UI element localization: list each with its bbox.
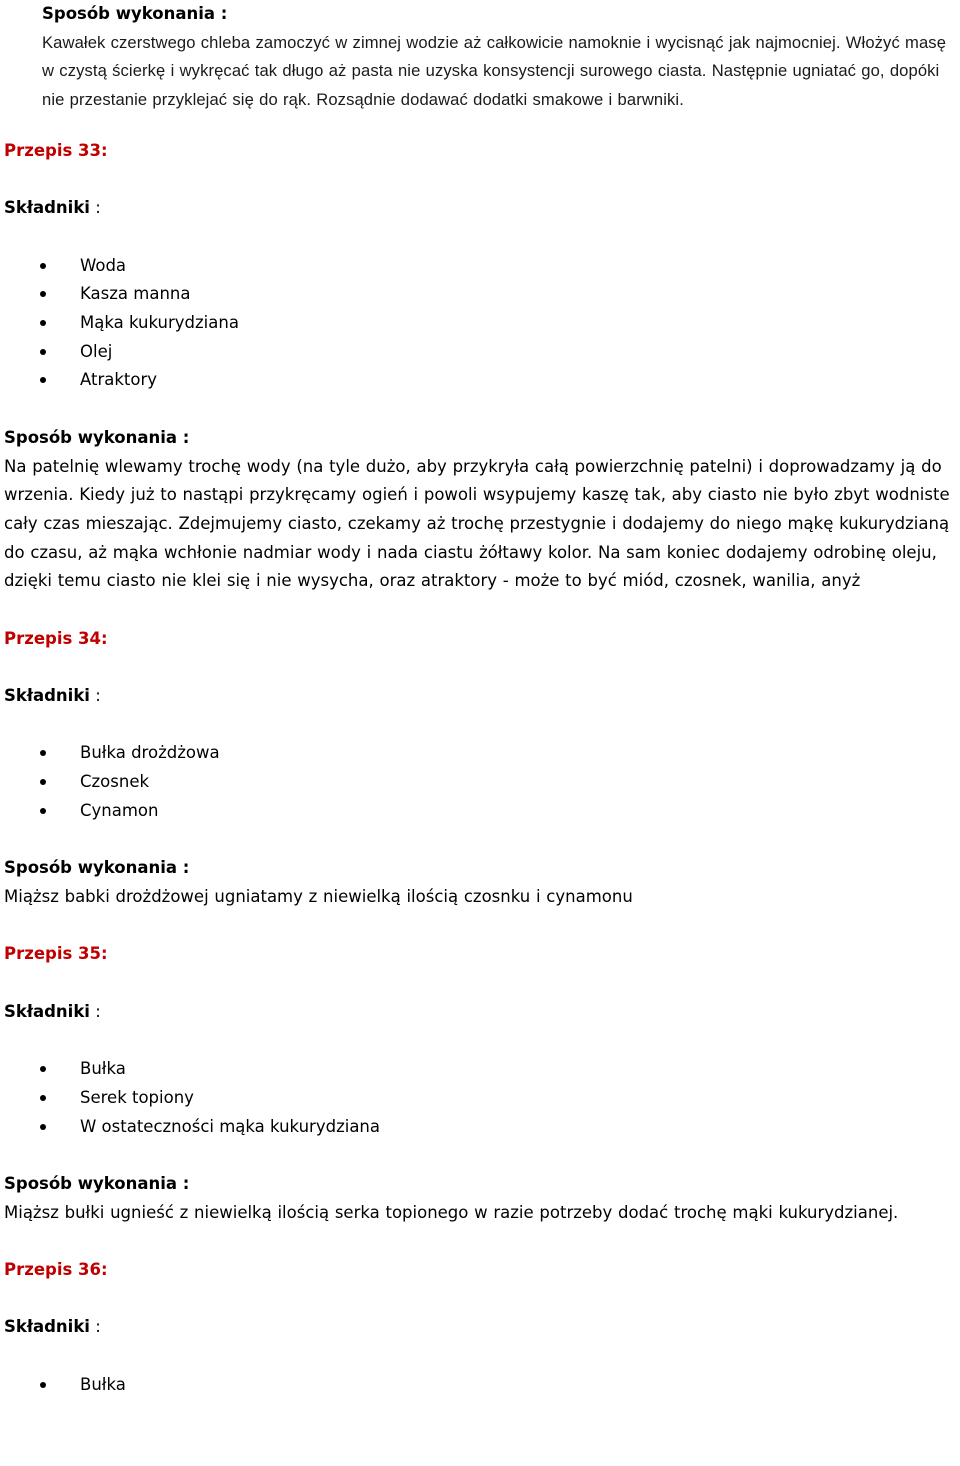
ingredient-text: Woda (80, 255, 127, 275)
method-label: Sposób wykonania : (4, 1173, 190, 1193)
ingredients-label-colon: : (89, 1317, 101, 1337)
ingredients-label-colon: : (89, 1001, 101, 1021)
list-item (0, 309, 960, 338)
ingredient-text: Czosnek (80, 772, 150, 792)
ingredient-text: W ostateczności mąka kukurydziana (80, 1116, 380, 1136)
list-item (0, 1113, 960, 1142)
recipe-title: Przepis 33: (4, 140, 108, 160)
recipe-34 (0, 625, 960, 912)
bullet-icon (40, 1095, 46, 1101)
ingredient-text: Bułka (80, 1059, 126, 1079)
ingredient-text: Bułka (80, 1374, 126, 1394)
bullet-icon (40, 779, 46, 785)
list-item (0, 739, 960, 768)
recipe-title: Przepis 36: (4, 1260, 108, 1280)
recipe-35 (0, 940, 960, 1227)
ingredients-list (0, 1371, 960, 1400)
ingredients-label (0, 682, 960, 711)
recipe-33 (0, 137, 960, 596)
recipe-36 (0, 1256, 960, 1399)
ingredients-label-text: Składniki (4, 1001, 90, 1021)
method-text: Na patelnię wlewamy trochę wody (na tyle dużo, aby przykryła całą powierzchnię patelni) i doprowadzamy ją do wrzenia. Kiedy już to nastąpi przykręcamy ogień i powoli wsypujemy kaszę tak, aby ciasto nie było zbyt wodniste cały czas mieszając. Zdejmujemy ciasto, czekamy aż trochę przestygnie i dodajemy do niego mąkę kukurydzianą do czasu, aż mąka wchłonie nadmiar wody i nada ciastu żółtawy kolor. Na sam koniec dodajemy odrobinę oleju, dzięki temu ciasto nie klei się i nie wysycha, oraz atraktory - może to być miód, czosnek, wanilia, anyż (4, 456, 950, 591)
bullet-icon (40, 1124, 46, 1130)
ingredient-text: Mąka kukurydziana (80, 313, 239, 332)
intro-block (0, 0, 960, 115)
method-text: Miąższ babki drożdżowej ugniatamy z niewielką ilością czosnku i cynamonu (4, 886, 633, 906)
bullet-icon (40, 1382, 46, 1388)
method-label: Sposób wykonania : (4, 858, 190, 878)
ingredient-text: Kasza manna (80, 284, 191, 304)
list-item (0, 280, 960, 309)
ingredients-list (0, 252, 960, 396)
ingredients-label (0, 1313, 960, 1342)
bullet-icon (40, 1066, 46, 1072)
recipe-title: Przepis 35: (4, 944, 108, 964)
list-item (0, 1084, 960, 1113)
ingredients-label (0, 194, 960, 223)
list-item (0, 797, 960, 826)
bullet-icon (40, 291, 46, 297)
ingredient-text: Cynamon (80, 800, 159, 820)
list-item (0, 1055, 960, 1084)
list-item (0, 252, 960, 281)
bullet-icon (40, 263, 46, 269)
ingredients-label-text: Składniki (4, 1317, 90, 1337)
ingredient-text: Bułka drożdżowa (80, 743, 220, 763)
bullet-icon (40, 750, 46, 756)
ingredient-text: Atraktory (80, 370, 158, 390)
ingredients-label-text: Składniki (4, 686, 90, 706)
intro-method-label: Sposób wykonania : (42, 4, 228, 23)
method-text: Miąższ bułki ugnieść z niewielką ilością serka topionego w razie potrzeby dodać trochę mąki kukurydzianej. (4, 1202, 899, 1222)
list-item (0, 1371, 960, 1400)
recipe-title: Przepis 34: (4, 628, 108, 648)
ingredients-list (0, 739, 960, 825)
ingredients-label-colon: : (89, 686, 101, 706)
intro-method-text: Kawałek czerstwego chleba zamoczyć w zimnej wodzie aż całkowicie namoknie i wycisnąć jak najmocniej. Włożyć masę w czystą ścierkę i wykręcać tak długo aż pasta nie uzyska konsystencji surowego ciasta. Następnie ugniatać go, dopóki nie przestanie przyklejać się do rąk. Rozsądnie dodawać dodatki smakowe i barwniki. (42, 32, 947, 110)
ingredient-text: Olej (80, 341, 113, 361)
ingredient-text: Serek topiony (80, 1087, 194, 1107)
bullet-icon (40, 808, 46, 814)
list-item (0, 366, 960, 395)
bullet-icon (40, 320, 46, 326)
bullet-icon (40, 349, 46, 355)
bullet-icon (40, 377, 46, 383)
method-label: Sposób wykonania : (4, 427, 190, 447)
ingredients-label-colon: : (89, 198, 101, 218)
list-item (0, 768, 960, 797)
list-item (0, 338, 960, 367)
ingredients-list (0, 1055, 960, 1141)
ingredients-label-text: Składniki (4, 198, 90, 218)
ingredients-label (0, 998, 960, 1027)
